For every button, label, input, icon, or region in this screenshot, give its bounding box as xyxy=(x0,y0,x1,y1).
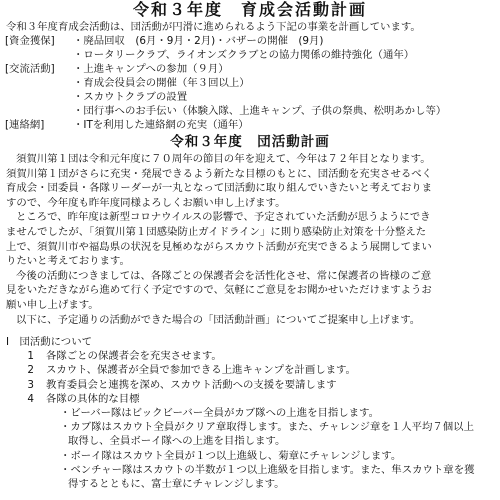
plan-list xyxy=(0,34,500,132)
list-item xyxy=(0,349,500,363)
plan-category: [連絡網] xyxy=(5,119,45,131)
plan-item: ・団行事へのお手伝い（体験入隊、上進キャンプ、子供の祭典、松明あかし等） xyxy=(73,105,447,117)
plan-item: ・ITを利用した連絡網の充実（通年） xyxy=(73,119,249,131)
goal-item: ・ベンチャー隊はスカウトの半数が１つ以上進級を目指します。また、隼スカウト章を獲 xyxy=(60,463,475,476)
paragraph-line: 育成会・団委員・各隊リーダーが一丸となって団活動に取り組んでいきたいと考えておりま xyxy=(6,182,433,195)
paragraph-line: すので、今年度も昨年度同様よろしくお願い申し上げます。 xyxy=(6,196,286,209)
activity-list xyxy=(0,349,500,491)
paragraph-line: 須賀川第１団がさらに充実・発展できるよう新たな目標のもとに、団活動を充実させるべく xyxy=(6,167,433,180)
paragraph-line: りたいと考えております。 xyxy=(6,255,130,268)
plan-items xyxy=(73,118,500,132)
plan-row-exchange xyxy=(0,62,500,118)
section-heading: Ⅰ 団活動について xyxy=(6,336,92,349)
plan-item: ・スカウトクラブの設置 xyxy=(73,91,188,103)
plan-item: ・育成会役員会の開催（年３回以上） xyxy=(73,77,250,89)
paragraph-line: 以下に、予定通りの活動ができた場合の「団活動計画」についてご提案申し上げます。 xyxy=(16,313,421,326)
paragraph-line: ところで、昨年度は新型コロナウイルスの影響で、予定されていた活動が思うようにでき xyxy=(16,211,431,224)
paragraph-line: 願い申し上げます。 xyxy=(6,298,99,311)
list-number: 2 xyxy=(27,364,34,377)
list-text: スカウト、保護者が全員で参加できる上進キャンプを計画します。 xyxy=(46,364,356,377)
paragraph xyxy=(0,152,500,210)
list-number: 3 xyxy=(27,378,34,391)
plan-items xyxy=(73,34,500,62)
paragraph-line: 見をいただきながら進めて行く予定ですので、気軽にご意見をお聞かせいただけますようお xyxy=(6,284,432,297)
list-text: 各隊ごとの保護者会を充実させます。 xyxy=(46,350,222,363)
list-item xyxy=(0,378,500,392)
paragraph-line: 今後の活動につきましては、各隊ごとの保護者会を活性化させ、常に保護者の皆様のご意 xyxy=(16,269,432,282)
plan-category: [資金獲保] xyxy=(5,35,55,47)
list-number: 1 xyxy=(27,350,34,363)
goal-item: ・カブ隊はスカウト全員がクリア章取得します。また、チャレンジ章を１人平均７個以上 xyxy=(60,421,474,434)
paragraph xyxy=(0,210,500,268)
list-text: 各隊の具体的な目標 xyxy=(46,392,140,405)
plan-row-contact xyxy=(0,118,500,132)
document-title: 令和３年度 育成会活動計画 xyxy=(132,0,367,19)
plan-item: ・廃品回収 (6月・9月・2月)・バザーの開催 (9月) xyxy=(73,35,324,47)
plan-row-funding xyxy=(0,34,500,62)
plan-items xyxy=(73,62,500,118)
goal-item: ・ビーバー隊はビックビーバー全員がカブ隊への上進を目指します。 xyxy=(60,406,379,419)
section-title: 令和３年度 団活動計画 xyxy=(170,134,330,150)
paragraph-line: 上で、須賀川市や福島県の状況を見極めながらスカウト活動が充実できるよう展開してまい xyxy=(6,240,432,253)
paragraph xyxy=(0,313,500,328)
paragraph-line: ませんでしたが、「須賀川第１団感染防止ガイドライン」に則り感染防止対策を十分整えた xyxy=(6,225,427,238)
list-text: 教育委員会と連携を深め、スカウト活動への支援を要請します xyxy=(46,378,337,391)
goal-item: ・ボーイ隊はスカウト全員が１つ以上進級し、菊章にチャレンジします。 xyxy=(60,449,402,462)
plan-item: ・ロータリークラブ、ライオンズクラブとの協力関係の維持強化（通年） xyxy=(73,49,415,61)
paragraph-line: 須賀川第１団は令和元年度に７０周年の節目の年を迎えて、今年は７２年目となります。 xyxy=(16,153,431,165)
plan-category: [交流活動] xyxy=(5,63,55,75)
paragraph xyxy=(0,269,500,313)
plan-item: ・上進キャンプへの参加（９月） xyxy=(73,63,229,75)
list-item xyxy=(0,392,500,406)
intro-text: 令和３年度育成会活動は、団活動が円滑に進められるよう下記の事業を計画しています。 xyxy=(6,21,421,33)
list-item xyxy=(0,363,500,377)
goal-item-continuation: 取得し、全員ボーイ隊への上進を目指します。 xyxy=(68,435,286,448)
list-number: 4 xyxy=(27,392,34,405)
goal-item-continuation: 得するとともに、富士章にチャレンジします。 xyxy=(68,477,285,490)
